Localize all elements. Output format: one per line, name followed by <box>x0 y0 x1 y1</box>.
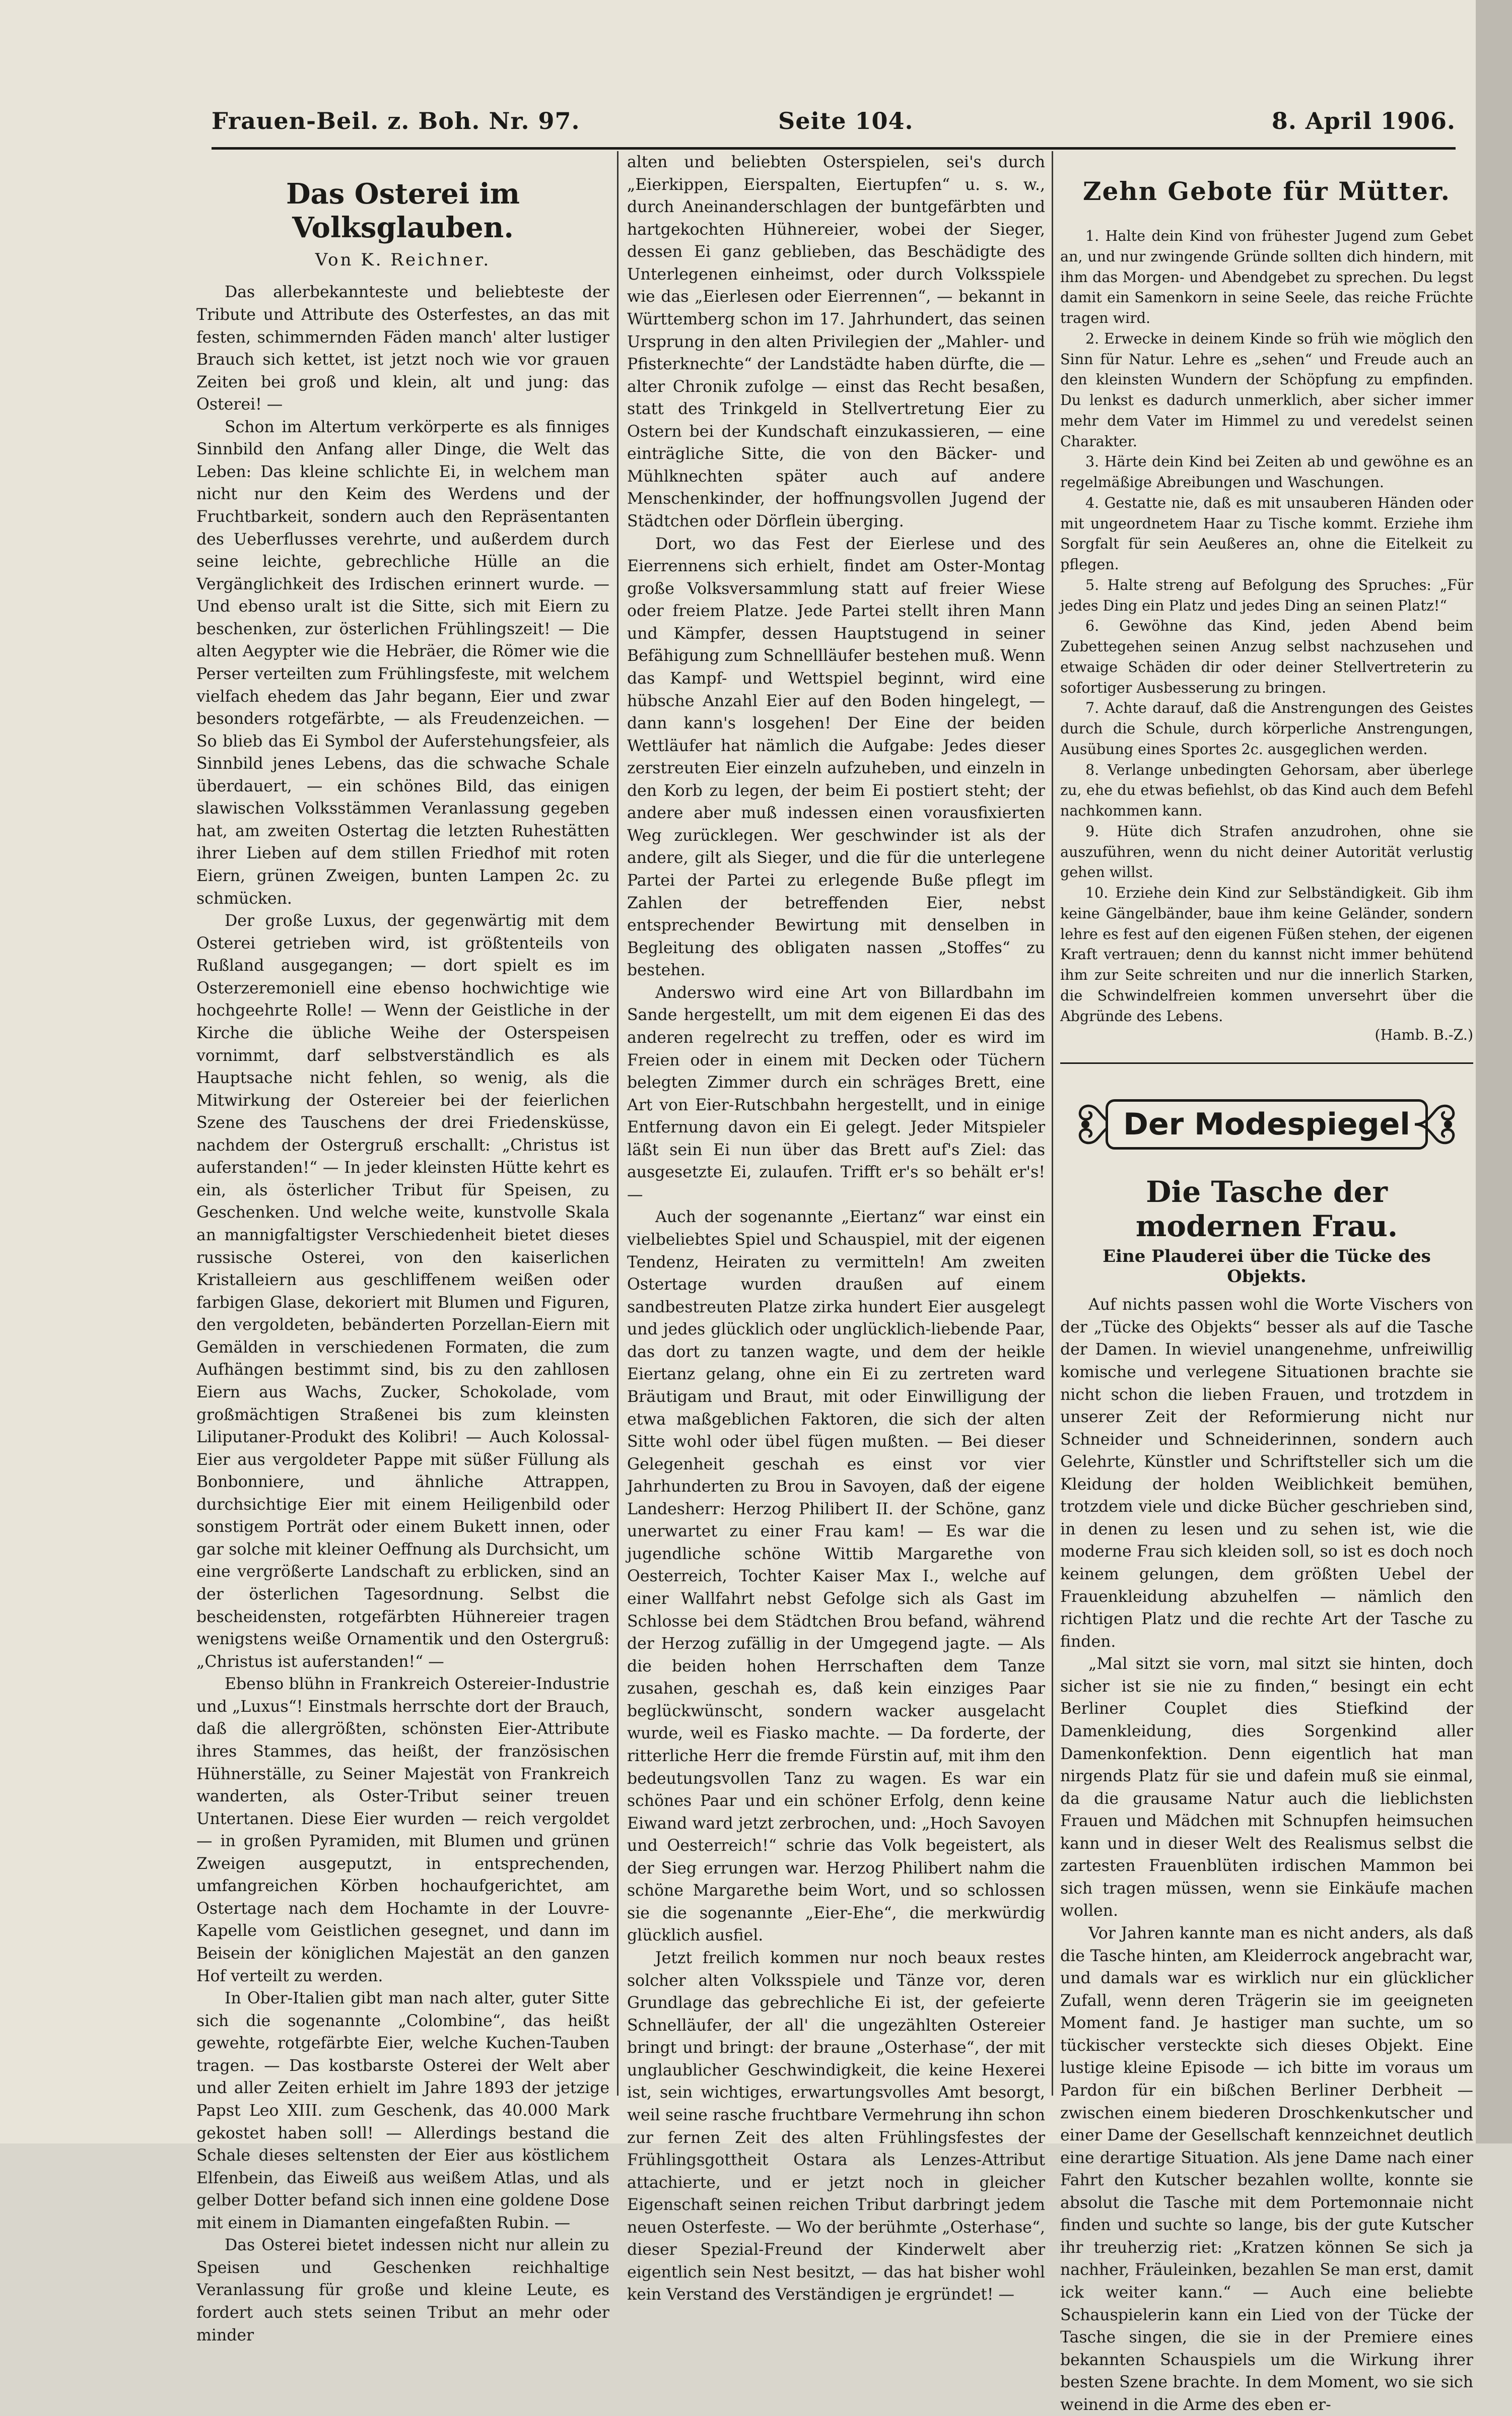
column-divider <box>1052 151 1053 2096</box>
list-item: 8. Verlange unbedingten Gehorsam, aber überlege zu, ehe du etwas befiehlst, ob das Kind auch dem Befehl nachkommen kann. <box>1060 761 1473 819</box>
page-edge-shadow <box>1476 0 1512 2143</box>
paragraph: Der große Luxus, der gegenwärtig mit dem Osterei getrieben wird, ist größtenteils von Rußland ausgegangen; — dort spielt es im Osterzeremoniell eine ebenso hochwichtige wie hochgeehrte Rolle! — Wenn der Geistliche in der Kirche die übliche Weihe der Osterspeisen vornimmt, darf selbstverständlich es als Hauptsache nicht fehlen, so wenig, als die Mitwirkung der Ostereier bei der feierlichen Szene des Tauschens der drei Friedensküsse, nachdem der Ostergruß erschallt: „Christus ist auferstanden!“ — In jeder kleinsten Hütte kehrt es ein, als österlicher Tribut für Speisen, zu Geschenken. Und welche weite, kunstvolle Skala an mannigfaltigster Verschiedenheit bietet dieses russische Osterei, von den kaiserlichen Kristalleiern aus geschliffenem weißen oder farbigen Glase, dekoriert mit Blumen und Figuren, den vergoldeten, bebänderten Porzellan-Eiern mit Gemälden in verschiedenen Formaten, die zum Aufhängen bestimmt sind, bis zu den zahllosen Eiern aus Wachs, Zucker, Schokolade, vom großmächtigen Straßenei bis zum kleinsten Liliputaner-Produkt des Kolibri! — Auch Kolossal-Eier aus vergoldeter Pappe mit süßer Füllung als Bonbonniere, und ähnliche Attrappen, durchsichtige Eier mit einem Heiligenbild oder sonstigem Porträt oder einem Bukett innen, oder gar solche mit kleiner Oeffnung als Durchsicht, um eine vergrößerte Landschaft zu erblicken, sind an der österlichen Tagesordnung. Selbst die bescheidensten, rotgefärbten Hühnereier tragen wenigstens weiße Ornamentik und den Ostergruß: „Christus ist auferstanden!“ — <box>196 912 609 1671</box>
paragraph: Auf nichts passen wohl die Worte Vischers von der „Tücke des Objekts“ besser als auf die Tasche der Damen. In wieviel unangenehme, unfreiwillig komische und verlegene Situationen brachte sie nicht schon die lieben Frauen, und trotzdem in unserer Zeit der Reformierung nicht nur Schneider und Schneiderinnen, sondern auch Gelehrte, Künstler und Schriftsteller sich um die Kleidung der holden Weiblichkeit bemühen, trotzdem viele und dicke Bücher geschrieben sind, in denen zu lesen und zu sehen ist, wie die moderne Frau sich kleiden soll, so ist es doch noch keinem gelungen, dem größten Uebel der Frauenkleidung abzuhelfen — nämlich den richtigen Platz und die rechte Art der Tasche zu finden. <box>1060 1296 1473 1651</box>
article-subtitle: Eine Plauderei über die Tücke des Objekts. <box>1103 1246 1431 1287</box>
paragraph: Auch der sogenannte „Eiertanz“ war einst ein vielbeliebtes Spiel und Schauspiel, mit der eigenen Tendenz, Heiraten zu vermitteln! Am zweiten Ostertage wurden draußen auf einem sandbestreuten Platze zirka hundert Eier ausgelegt und jedes glücklich oder unglücklich-liebende Paar, das dort zu tanzen wagte, und dem der heikle Eiertanz gelang, ohne ein Ei zu zertreten ward Bräutigam und Braut, mit oder Einwilligung der etwa maßgeblichen Faktoren, die sich der alten Sitte wohl oder übel fügen mußten. — Bei dieser Gelegenheit geschah es einst vor vier Jahrhunderten zu Brou in Savoyen, daß der eigene Landesherr: Herzog Philibert II. der Schöne, ganz unerwartet zu einer Frau kam! — Es war die jugendliche schöne Wittib Margarethe von Oesterreich, Tochter Kaiser Max I., welche auf einer Wallfahrt nebst Gefolge sich als Gast im Schlosse bei dem Städtchen Brou befand, während der Herzog zufällig in der Umgegend jagte. — Als die beiden hohen Herrschaften dem Tanze zusahen, geschah es, daß kein einziges Paar beglückwünscht, sondern wacker ausgelacht wurde, weil es Fiasko machte. — Da forderte, der ritterliche Herr die fremde Fürstin auf, mit ihm den bedeutungsvollen Tanz zu wagen. Es war ein schönes Paar und ein schöner Erfolg, denn keine Eiwand ward jetzt zerbrochen, und: „Hoch Savoyen und Oesterreich!“ schrie das Volk begeistert, als der Sieg errungen war. Herzog Philibert nahm die schöne Margarethe beim Wort, und so schlossen sie die sogenannte „Eier-Ehe“, die merkwürdig glücklich ausfiel. <box>627 1208 1045 1945</box>
list-item: 4. Gestatte nie, daß es mit unsauberen Händen oder mit ungeordnetem Haar zu Tische kommt. Erziehe ihm Sorgfalt für sein Aeußeres an, ohne die Eitelkeit zu pflegen. <box>1060 494 1473 573</box>
header-date: 8. April 1906. <box>1271 107 1456 135</box>
paragraph: Schon im Altertum verkörperte es als finniges Sinnbild den Anfang aller Dinge, die Welt das Leben: Das kleine schlichte Ei, in welchem man nicht nur den Keim des Werdens und der Fruchtbarkeit, sondern auch den Repräsentanten des Ueberflusses verehrte, und außerdem durch seine leichte, gebrechliche Hülle an die Vergänglichkeit des Irdischen erinnert wurde. — Und ebenso uralt ist die Sitte, sich mit Eiern zu beschenken, zur österlichen Frühlingszeit! — Die alten Aegypter wie die Hebräer, die Römer wie die Perser verteilten zum Frühlingsfeste, mit welchem vielfach ehedem das Jahr begann, Eier und zwar besonders rotgefärbte, — als Freudenzeichen. — So blieb das Ei Symbol der Auferstehungsfeier, als Sinnbild jenes Lebens, das die schwache Schale überdauert, — ein schönes Bild, das einigen slawischen Volksstämmen Veranlassung gegeben hat, am zweiten Ostertag die letzten Ruhestätten ihrer Lieben auf dem stillen Friedhof mit roten Eiern, grünen Zweigen, bunten Lampen 2c. zu schmücken. <box>196 418 609 908</box>
paragraph: Das allerbekannteste und beliebteste der Tribute und Attribute des Osterfestes, an das mit festen, schimmernden Fäden manch' alter lustiger Brauch sich kettet, ist jetzt noch wie vor grauen Zeiten bei groß und klein, alt und jung: das Osterei! — <box>196 283 609 414</box>
section-header-box <box>1075 1094 1458 1155</box>
paragraph: alten und beliebten Osterspielen, sei's durch „Eierkippen, Eierspalten, Eiertupfen“ u. s. w., durch Aneinanderschlagen der buntgefärbten und hartgekochten Hühnereier, wobei der Sieger, dessen Ei ganz geblieben, das Beschädigte des Unterlegenen einheimst, oder durch Volksspiele wie das „Eierlesen oder Eierrennen“, — bekannt in Württemberg schon im 17. Jahrhundert, das seinen Ursprung in den alten Privilegien der „Mahler- und Pfisterknechte“ der Landstädte haben dürfte, die — alter Chronik zufolge — einst das Recht besaßen, statt des Trinkgeld in Stellvertretung Eier zu Ostern bei der Kundschaft einzukassieren, — eine einträgliche Sitte, die von den Bäcker- und Mühlknechten später auch auf andere Menschenkinder, der hoffnungsvollen Jugend der Städtchen oder Dörflein überging. <box>627 153 1045 530</box>
paragraph: Ebenso blühn in Frankreich Ostereier-Industrie und „Luxus“! Einstmals herrschte dort der Brauch, daß die allergrößten, schönsten Eier-Attribute ihres Stammes, das heißt, der französischen Hühnerställe, zu Seiner Majestät von Frankreich wanderten, als Oster-Tribut seiner treuen Untertanen. Diese Eier wurden — reich vergoldet — in großen Pyramiden, mit Blumen und grünen Zweigen ausgeputzt, in entsprechenden, umfangreichen Körben hochaufgerichtet, am Ostertage nach dem Hochamte in der Louvre-Kapelle vom Geistlichen gesegnet, und dann im Beisein der königlichen Majestät an den ganzen Hof verteilt zu werden. <box>196 1675 609 1985</box>
list-item: 10. Erziehe dein Kind zur Selbständigkeit. Gib ihm keine Gängelbänder, baue ihm keine Geländer, sondern lehre es fest auf den eigenen Füßen stehen, der eigenen Kraft vertrauen; denn du kannst nicht immer behütend ihm zur Seite schreiten und nur die innerlich Starken, die Schwindelfreien kommen unversehrt über die Abgründe des Lebens. <box>1060 885 1473 1025</box>
list-item: 7. Achte darauf, daß die Anstrengungen des Geistes durch die Schule, durch körperliche Anstrengungen, Ausübung eines Sportes 2c. ausgeglichen werden. <box>1060 700 1473 758</box>
article-title: Die Tasche der modernen Frau. <box>1135 1175 1398 1244</box>
article-title: Zehn Gebote für Mütter. <box>1082 176 1451 206</box>
paragraph: Vor Jahren kannte man es nicht anders, als daß die Tasche hinten, am Kleiderrock angebracht war, und damals war es wirklich nur ein glücklicher Zufall, wenn deren Trägerin sie im geeigneten Moment fand. Je hastiger man suchte, um so tückischer versteckte sich dieses Objekt. Eine lustige kleine Episode — ich bitte im voraus um Pardon für ein bißchen Berliner Derbheit — zwischen einem biederen Droschkenkutscher und einer Dame der Gesellschaft kennzeichnet deutlich eine derartige Situation. Als jene Dame nach einer Fahrt den Kutscher bezahlen wollte, konnte sie absolut die Tasche mit dem Portemonnaie nicht finden und suchte so lange, bis der gute Kutscher ihr treuherzig riet: „Kratzen können Se sich ja nachher, Fräuleinken, bezahlen Se man erst, damit ick weiter kann.“ — Auch eine beliebte Schauspielerin kann ein Lied von der Tücke der Tasche singen, die sie in der Premiere eines bekannten Schauspiels um die Wirkung ihrer besten Szene brachte. In dem Moment, wo sie sich weinend in die Arme des eben er- <box>1060 1924 1473 2414</box>
list-item: 5. Halte streng auf Befolgung des Spruches: „Für jedes Ding ein Platz und jedes Ding an seinen Platz!“ <box>1060 576 1473 614</box>
paragraph: „Mal sitzt sie vorn, mal sitzt sie hinten, doch sicher ist sie nie zu finden,“ besingt ein echt Berliner Couplet dies Stiefkind der Damenkleidung, dies Sorgenkind aller Damenkonfektion. Denn eigentlich hat man nirgends Platz für sie und dafein muß sie einmal, da die grausame Natur auch die lieblichsten Frauen und Mädchen mit Schnupfen heimsuchen kann und in dieser Welt des Realismus selbst die zartesten Frauenblüten irdischen Mammon bei sich tragen müssen, wenn sie Einkäufe machen wollen. <box>1060 1655 1473 1920</box>
column-3 <box>1060 151 1473 2414</box>
header-issue: Frauen-Beil. z. Boh. Nr. 97. <box>212 107 580 135</box>
list-item: 6. Gewöhne das Kind, jeden Abend beim Zubettegehen seinen Anzug selbst nachzusehen und etwaige Schäden dir oder deiner Stellvertreterin zu sofortiger Ausbesserung zu bringen. <box>1060 618 1473 696</box>
column-2 <box>627 151 1045 2304</box>
header-page-number: Seite 104. <box>778 107 914 135</box>
list-item: 1. Halte dein Kind von frühester Jugend zum Gebet an, und nur zwingende Gründe sollten dich hindern, mit ihm das Morgen- und Abendgebet zu sprechen. Du legst damit ein Samenkorn in seine Seele, das reiche Früchte tragen wird. <box>1060 228 1473 326</box>
paragraph: Jetzt freilich kommen nur noch beaux restes solcher alten Volksspiele und Tänze vor, deren Grundlage das gebrechliche Ei ist, der gefeierte Schnelläufer, der all' die ungezählten Ostereier bringt und bringt: der braune „Osterhase“, der mit unglaublicher Geschwindigkeit, die keine Hexerei ist, sein wichtiges, erwartungsvolles Amt besorgt, weil seine rasche fruchtbare Vermehrung ihn schon zur fernen Zeit des alten Frühlingsfestes der Frühlingsgottheit Ostara als Lenzes-Attribut attachierte, und er jetzt noch in gleicher Eigenschaft seinen reichen Tribut darbringt jedem neuen Osterfeste. — Wo der berühmte „Osterhase“, dieser Spezial-Freund der Kinderwelt aber eigentlich sein Nest besitzt, — das hat bisher wohl kein Verstand des Verständigen je ergründet! — <box>627 1949 1045 2304</box>
article-byline: Von K. Reichner. <box>315 250 491 271</box>
paragraph: Anderswo wird eine Art von Billardbahn im Sande hergestellt, um mit dem eigenen Ei das des anderen regelrecht zu treffen, oder es wird im Freien oder in einem mit Decken oder Tüchern belegten Zimmer durch ein schräges Brett, eine Art von Eier-Rutschbahn hergestellt, und in einige Entfernung davon ein Ei gelegt. Jeder Mitspieler läßt sein Ei nun über das Brett auf's Ziel: das ausgesetzte Ei, zulaufen. Trifft er's so behält er's! — <box>627 983 1045 1204</box>
floral-ornament-icon <box>1413 1098 1458 1151</box>
paragraph: Dort, wo das Fest der Eierlese und des Eierrennens sich erhielt, findet am Oster-Montag große Volksversammlung statt auf freier Wiese oder freiem Platze. Jede Partei stellt ihren Mann und Kämpfer, dessen Hauptstugend in seiner Befähigung zum Schnellläufer bestehen muß. Wenn das Kampf- und Wettspiel beginnt, wird eine hübsche Anzahl Eier auf den Boden hingelegt, — dann kann's losgehen! Der Eine der beiden Wettläufer hat nämlich die Aufgabe: Jedes dieser zerstreuten Eier einzeln aufzuheben, und einzeln in den Korb zu legen, der beim Ei postiert steht; der andere aber muß indessen einen vorausfixierten Weg zurücklegen. Wer geschwinder ist als der andere, gilt als Sieger, und die für die unterlegene Partei der Partei zu erlegende Buße pflegt im Zahlen der betreffenden Eier, nebst entsprechender Bewirtung mit denselben in Begleitung des obligaten nassen „Stoffes“ zu bestehen. <box>627 534 1045 980</box>
source-credit: (Hamb. B.-Z.) <box>1374 1027 1473 1044</box>
header-rule <box>212 147 1456 150</box>
list-item: 2. Erwecke in deinem Kinde so früh wie möglich den Sinn für Natur. Lehre es „sehen“ und Freude auch an den kleinsten Wundern der Schöpfung zu empfinden. Du lenkst es dadurch unmerklich, aber sicher immer mehr dem Vater im Himmel zu und veredelst seinen Charakter. <box>1060 330 1473 450</box>
section-header-title: Der Modespiegel <box>1123 1107 1410 1143</box>
article-title: Das Osterei im Volksglauben. <box>286 177 520 245</box>
paragraph: In Ober-Italien gibt man nach alter, guter Sitte sich die sogenannte „Colombine“, das heißt gewehte, rotgefärbte Eier, welche Kuchen-Tauben tragen. — Das kostbarste Osterei der Welt aber und aller Zeiten erhielt im Jahre 1893 der jetzige Papst Leo XIII. zum Geschenk, das 40.000 Mark gekostet haben soll! — Allerdings bestand die Schale dieses seltensten der Eier aus köstlichem Elfenbein, das Eiweiß aus weißem Atlas, und als gelber Dotter befand sich innen eine goldene Dose mit einem in Diamanten eingefaßten Rubin. — <box>196 1989 609 2232</box>
page-header <box>212 103 1456 139</box>
list-item: 3. Härte dein Kind bei Zeiten ab und gewöhne es an regelmäßige Abreibungen und Waschungen. <box>1060 453 1473 491</box>
section-rule <box>1060 1062 1473 1064</box>
list-item: 9. Hüte dich Strafen anzudrohen, ohne sie auszuführen, wenn du nicht deiner Autorität verlustig gehen willst. <box>1060 823 1473 881</box>
paragraph: Das Osterei bietet indessen nicht nur allein zu Speisen und Geschenken reichhaltige Veranlassung für große und kleine Leute, es fordert auch stets seinen Tribut an mehr oder minder <box>196 2236 609 2344</box>
column-1 <box>196 151 609 2344</box>
column-divider <box>617 151 618 2096</box>
